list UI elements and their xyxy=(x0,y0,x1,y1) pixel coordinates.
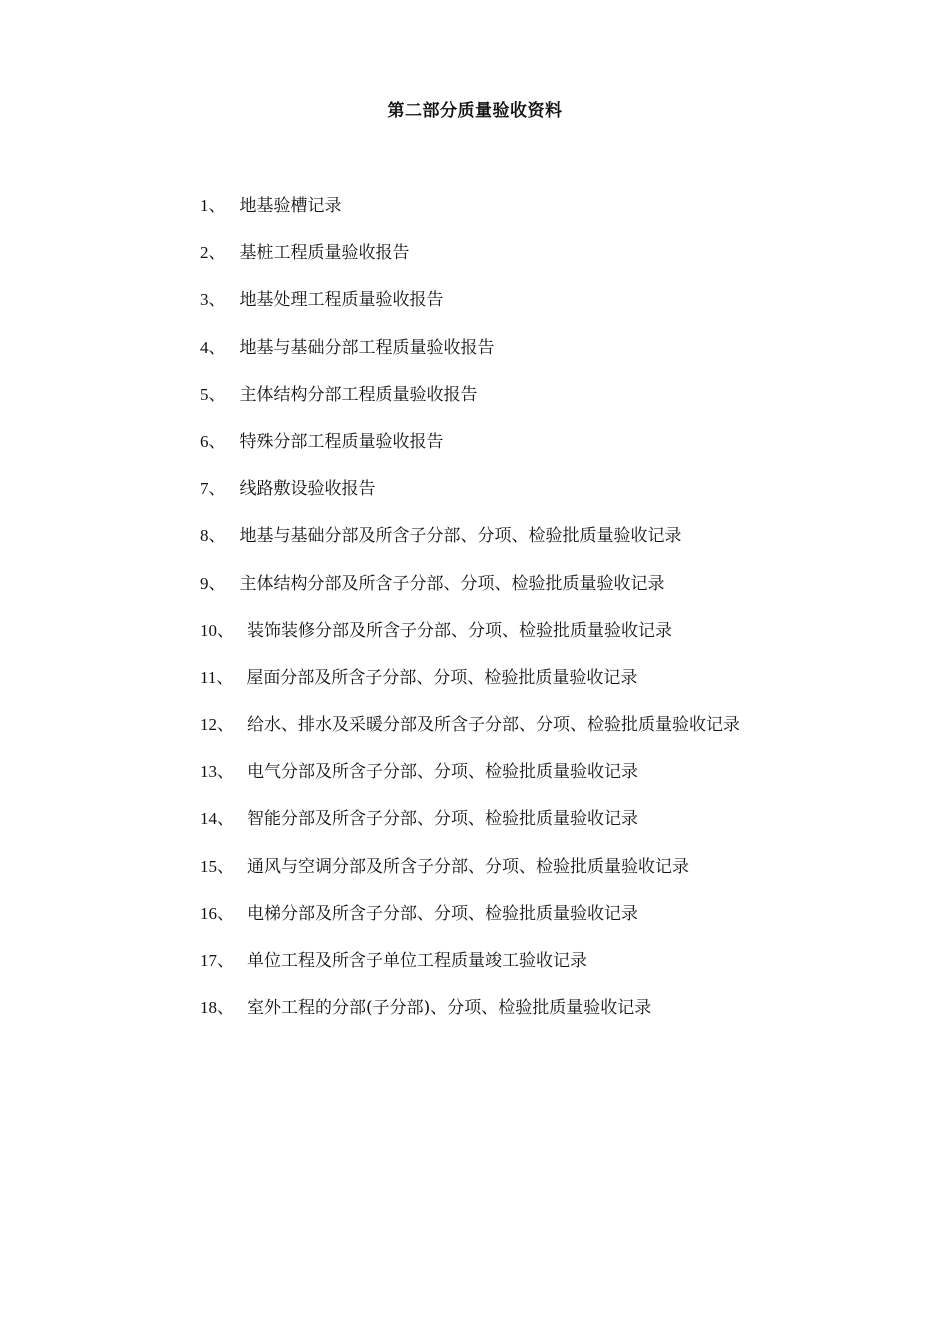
item-number: 1、 xyxy=(200,196,226,215)
list-item xyxy=(200,617,900,664)
item-text: 电梯分部及所含子分部、分项、检验批质量验收记录 xyxy=(247,903,638,924)
list-item xyxy=(200,853,900,900)
item-text: 装饰装修分部及所含子分部、分项、检验批质量验收记录 xyxy=(247,620,672,641)
item-number: 15、 xyxy=(200,856,234,876)
page-title: 第二部分质量验收资料 xyxy=(387,101,563,121)
item-text: 电气分部及所含子分部、分项、检验批质量验收记录 xyxy=(247,762,638,783)
item-number: 8、 xyxy=(200,526,226,546)
list-item xyxy=(200,570,900,617)
item-number: 18、 xyxy=(200,998,234,1018)
list-item xyxy=(200,947,900,994)
item-number: 13、 xyxy=(200,762,234,782)
list-item xyxy=(200,192,900,239)
item-number: 16、 xyxy=(200,903,234,923)
item-number: 6、 xyxy=(200,431,226,451)
item-text: 单位工程及所含子单位工程质量竣工验收记录 xyxy=(247,951,587,971)
list-item xyxy=(200,239,900,286)
list-item xyxy=(200,475,900,522)
item-text: 地基验槽记录 xyxy=(239,196,342,216)
item-text: 主体结构分部工程质量验收报告 xyxy=(239,384,478,405)
item-number: 17、 xyxy=(200,951,234,970)
item-text: 通风与空调分部及所含子分部、分项、检验批质量验收记录 xyxy=(247,856,689,877)
item-number: 14、 xyxy=(200,809,234,829)
contents-list xyxy=(200,192,900,1041)
item-number: 4、 xyxy=(200,337,226,357)
list-item xyxy=(200,428,900,475)
item-number: 2、 xyxy=(200,243,226,263)
item-text: 智能分部及所含子分部、分项、检验批质量验收记录 xyxy=(247,809,638,830)
item-number: 11、 xyxy=(200,667,234,687)
list-item xyxy=(200,711,900,758)
item-text: 室外工程的分部(子分部)、分项、检验批质量验收记录 xyxy=(247,998,652,1019)
list-item xyxy=(200,381,900,428)
item-text: 地基与基础分部及所含子分部、分项、检验批质量验收记录 xyxy=(239,526,682,547)
item-number: 9、 xyxy=(200,573,226,593)
list-item xyxy=(200,664,900,711)
item-text: 地基与基础分部工程质量验收报告 xyxy=(239,337,495,358)
list-item xyxy=(200,286,900,333)
list-item xyxy=(200,334,900,381)
list-item xyxy=(200,522,900,569)
list-item xyxy=(200,900,900,947)
list-item xyxy=(200,805,900,852)
item-text: 基桩工程质量验收报告 xyxy=(239,243,410,264)
item-number: 3、 xyxy=(200,290,226,310)
item-text: 线路敷设验收报告 xyxy=(239,479,376,500)
item-number: 5、 xyxy=(200,384,226,404)
list-item xyxy=(200,758,900,805)
item-text: 主体结构分部及所含子分部、分项、检验批质量验收记录 xyxy=(239,573,665,594)
item-number: 7、 xyxy=(200,479,226,499)
item-text: 地基处理工程质量验收报告 xyxy=(239,290,444,311)
item-text: 特殊分部工程质量验收报告 xyxy=(239,431,444,452)
list-item xyxy=(200,994,900,1041)
item-number: 10、 xyxy=(200,620,234,640)
item-text: 给水、排水及采暖分部及所含子分部、分项、检验批质量验收记录 xyxy=(247,715,740,736)
item-number: 12、 xyxy=(200,715,234,735)
item-text: 屋面分部及所含子分部、分项、检验批质量验收记录 xyxy=(246,667,638,688)
